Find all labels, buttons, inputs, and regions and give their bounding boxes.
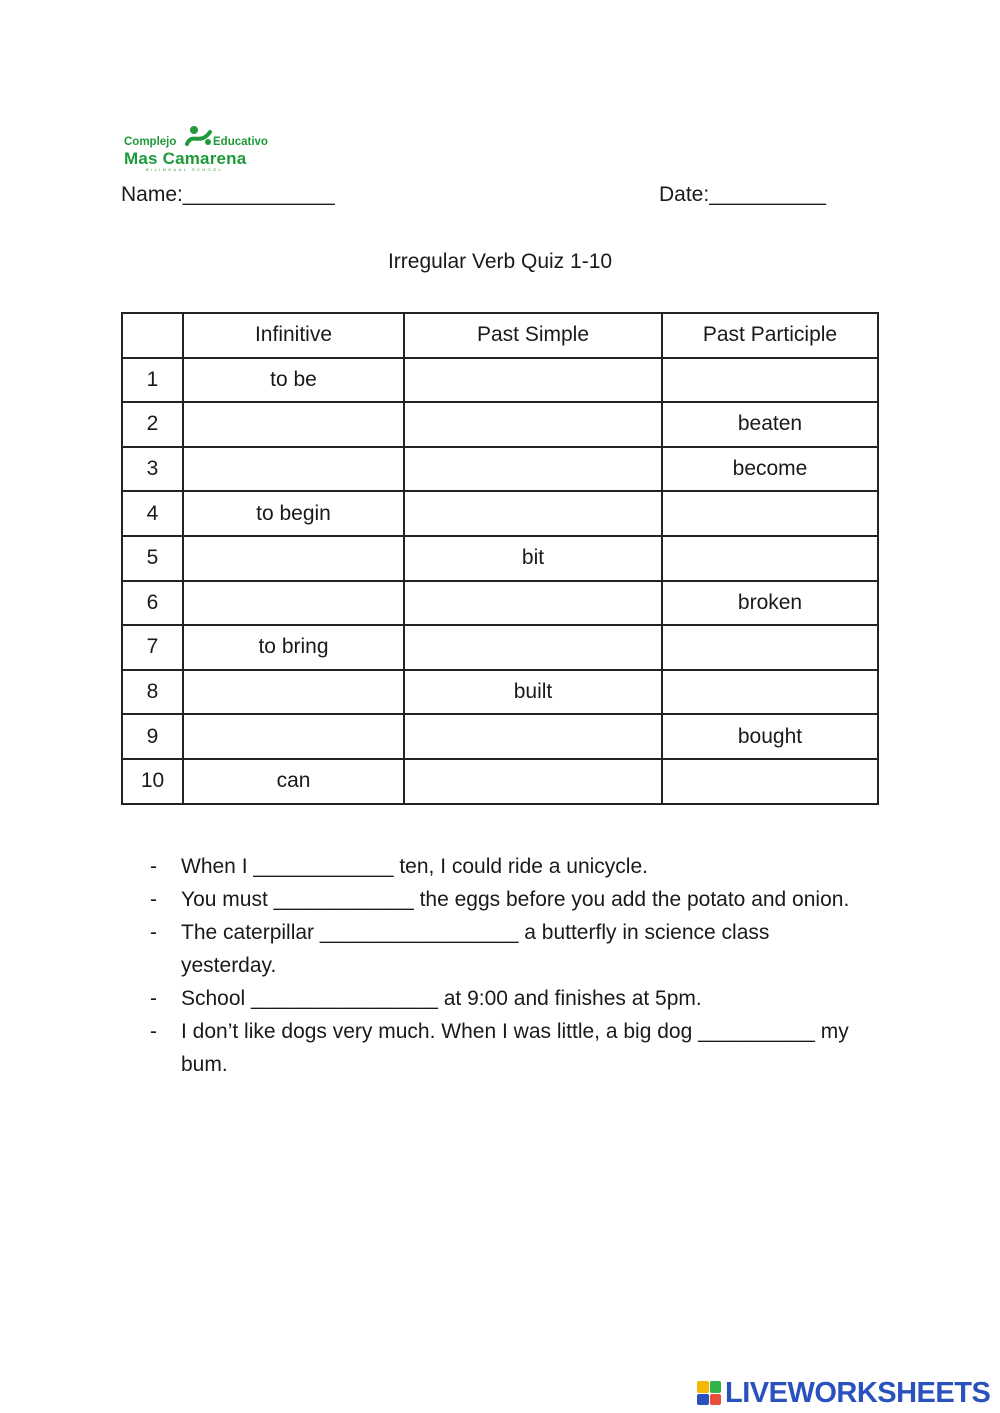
- header-past-simple: Past Simple: [404, 313, 662, 358]
- row-number: 4: [122, 491, 183, 536]
- sentence-text[interactable]: The caterpillar _________________ a butterfly in science class yesterday.: [181, 921, 770, 977]
- past-participle-answer[interactable]: [662, 358, 878, 403]
- sentence-text[interactable]: When I ____________ ten, I could ride a unicycle.: [181, 855, 648, 878]
- row-number: 10: [122, 759, 183, 804]
- infinitive-cell: to bring: [183, 625, 404, 670]
- past-participle-answer[interactable]: [662, 536, 878, 581]
- past-participle-answer[interactable]: [662, 491, 878, 536]
- table-row: [122, 670, 878, 715]
- table-row: [122, 714, 878, 759]
- row-number: 6: [122, 581, 183, 626]
- past-simple-answer[interactable]: [404, 447, 662, 492]
- past-participle-cell: bought: [662, 714, 878, 759]
- row-number: 9: [122, 714, 183, 759]
- infinitive-answer[interactable]: [183, 714, 404, 759]
- row-number: 3: [122, 447, 183, 492]
- header-past-participle: Past Participle: [662, 313, 878, 358]
- infinitive-answer[interactable]: [183, 670, 404, 715]
- sentence-item: [150, 982, 870, 1015]
- row-number: 7: [122, 625, 183, 670]
- past-simple-answer[interactable]: [404, 402, 662, 447]
- past-participle-cell: beaten: [662, 402, 878, 447]
- bullet-dash: -: [150, 855, 157, 878]
- row-number: 5: [122, 536, 183, 581]
- name-field[interactable]: Name:_____________: [121, 183, 335, 206]
- sentence-item: [150, 916, 870, 982]
- header-infinitive: Infinitive: [183, 313, 404, 358]
- school-logo: [122, 122, 282, 174]
- table-row: [122, 358, 878, 403]
- bullet-dash: -: [150, 987, 157, 1010]
- bullet-dash: -: [150, 1020, 157, 1043]
- infinitive-cell: can: [183, 759, 404, 804]
- infinitive-cell: to be: [183, 358, 404, 403]
- liveworksheets-brand: [697, 1375, 990, 1411]
- past-simple-answer[interactable]: [404, 358, 662, 403]
- sentence-item: [150, 883, 870, 916]
- sentence-item: [150, 850, 870, 883]
- liveworksheets-logo-icon: [697, 1381, 721, 1405]
- row-number: 1: [122, 358, 183, 403]
- logo-text-bilingual: BILINGUAL SCHOOL: [146, 167, 224, 172]
- past-participle-answer[interactable]: [662, 759, 878, 804]
- past-simple-cell: built: [404, 670, 662, 715]
- table-header-row: [122, 313, 878, 358]
- table-row: [122, 759, 878, 804]
- table-row: [122, 625, 878, 670]
- logo-text-educativo: Educativo: [213, 136, 268, 148]
- past-simple-cell: bit: [404, 536, 662, 581]
- logo-text-complejo: Complejo: [124, 136, 177, 148]
- table-row: [122, 491, 878, 536]
- liveworksheets-wordmark: LIVEWORKSHEETS: [725, 1376, 991, 1409]
- table-row: [122, 536, 878, 581]
- sentence-item: [150, 1015, 870, 1081]
- infinitive-answer[interactable]: [183, 581, 404, 626]
- infinitive-answer[interactable]: [183, 402, 404, 447]
- past-simple-answer[interactable]: [404, 625, 662, 670]
- bullet-dash: -: [150, 921, 157, 944]
- verb-table: [121, 312, 879, 805]
- table-row: [122, 402, 878, 447]
- past-participle-cell: become: [662, 447, 878, 492]
- past-participle-answer[interactable]: [662, 670, 878, 715]
- past-simple-answer[interactable]: [404, 759, 662, 804]
- table-row: [122, 447, 878, 492]
- logo-text-school-name: Mas Camarena: [124, 149, 247, 168]
- infinitive-answer[interactable]: [183, 536, 404, 581]
- row-number: 2: [122, 402, 183, 447]
- sentence-text[interactable]: You must ____________ the eggs before you add the potato and onion.: [181, 888, 850, 911]
- past-simple-answer[interactable]: [404, 491, 662, 536]
- header-number: [122, 313, 183, 358]
- logo-emblem-icon: [184, 124, 214, 150]
- past-participle-answer[interactable]: [662, 625, 878, 670]
- sentence-text[interactable]: School ________________ at 9:00 and finishes at 5pm.: [181, 987, 702, 1010]
- date-field[interactable]: Date:__________: [659, 183, 826, 206]
- page-title: Irregular Verb Quiz 1-10: [387, 250, 613, 273]
- past-simple-answer[interactable]: [404, 581, 662, 626]
- infinitive-answer[interactable]: [183, 447, 404, 492]
- past-participle-cell: broken: [662, 581, 878, 626]
- sentence-list: [150, 850, 870, 1081]
- bullet-dash: -: [150, 888, 157, 911]
- infinitive-cell: to begin: [183, 491, 404, 536]
- past-simple-answer[interactable]: [404, 714, 662, 759]
- table-row: [122, 581, 878, 626]
- sentence-text[interactable]: I don’t like dogs very much. When I was little, a big dog __________ my bum.: [181, 1020, 849, 1076]
- row-number: 8: [122, 670, 183, 715]
